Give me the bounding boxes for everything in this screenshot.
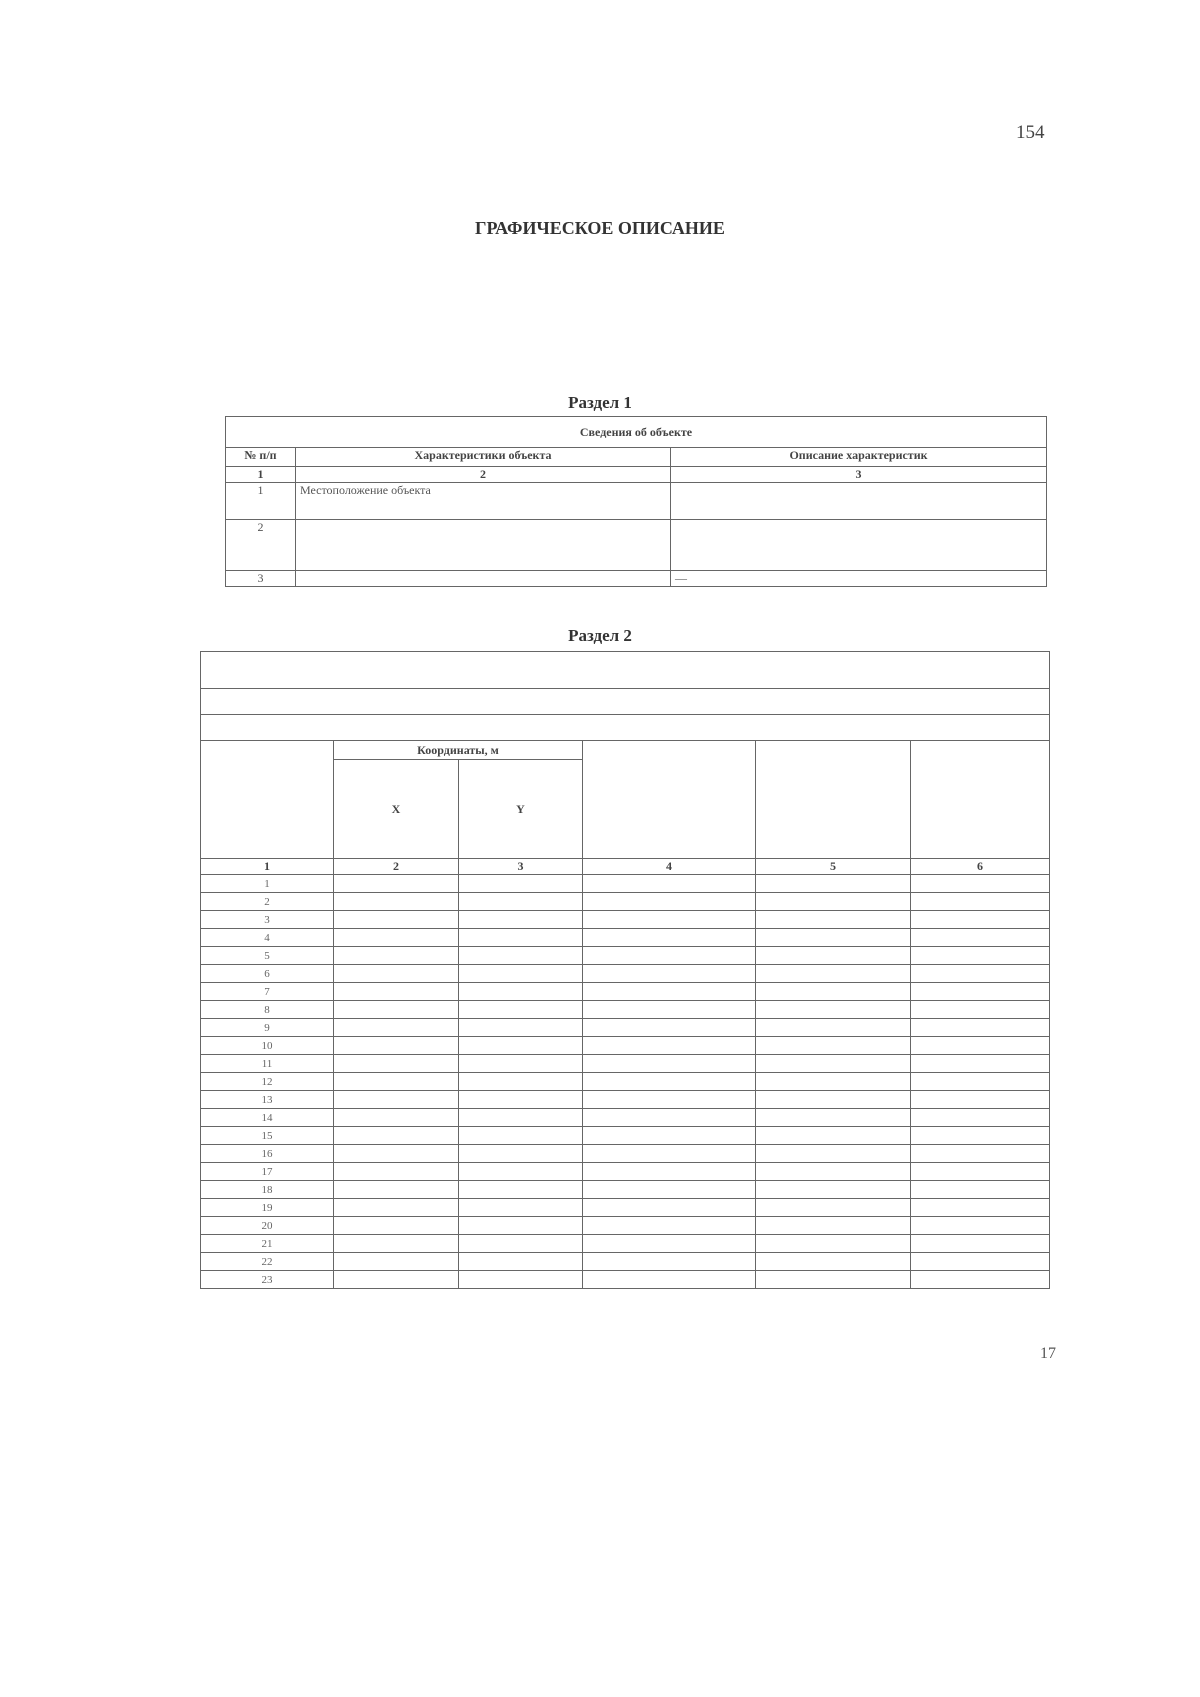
column-header-point-description [911,741,1050,859]
y-coordinate-cell [459,911,583,929]
section-2-caption [201,652,1050,689]
table-row [201,911,1050,929]
method-cell [583,1253,756,1271]
characteristic-cell: Местоположение объекта [296,483,671,520]
method-cell [583,929,756,947]
error-cell [756,1163,911,1181]
x-coordinate-cell [334,1145,459,1163]
y-coordinate-cell [459,983,583,1001]
row-number: 2 [226,520,296,571]
x-coordinate-cell [334,929,459,947]
point-number-cell: 3 [201,911,334,929]
method-cell [583,1001,756,1019]
method-cell [583,1109,756,1127]
error-cell [756,1091,911,1109]
x-coordinate-cell [334,1037,459,1055]
x-coordinate-cell [334,1073,459,1091]
point-number-cell: 18 [201,1181,334,1199]
column-index: 3 [459,859,583,875]
points-caption [201,715,1050,741]
y-coordinate-cell [459,1127,583,1145]
row-number: 1 [226,483,296,520]
method-cell [583,1127,756,1145]
error-cell [756,1181,911,1199]
y-coordinate-cell [459,1145,583,1163]
column-header-description: Описание характеристик [671,448,1047,467]
method-cell [583,911,756,929]
column-header-point [201,741,334,859]
point-description-cell [911,893,1050,911]
x-coordinate-cell [334,1055,459,1073]
table-row [201,1271,1050,1289]
point-description-cell [911,1181,1050,1199]
x-coordinate-cell [334,1181,459,1199]
x-coordinate-cell [334,1235,459,1253]
point-number-cell: 8 [201,1001,334,1019]
error-cell [756,1199,911,1217]
column-header-coordinates: Координаты, м [334,741,583,760]
y-coordinate-cell [459,1037,583,1055]
y-coordinate-cell [459,875,583,893]
y-coordinate-cell [459,1019,583,1037]
x-coordinate-cell [334,983,459,1001]
method-cell [583,965,756,983]
point-number-cell: 10 [201,1037,334,1055]
method-cell [583,947,756,965]
x-coordinate-cell [334,1001,459,1019]
table-row [201,929,1050,947]
table-row [201,965,1050,983]
y-coordinate-cell [459,1163,583,1181]
section-1-table [225,416,1047,587]
error-cell [756,1145,911,1163]
section-2-column-index-row [201,859,1050,875]
column-header-x: X [334,760,459,859]
error-cell [756,947,911,965]
x-coordinate-cell [334,965,459,983]
column-index: 2 [296,467,671,483]
y-coordinate-cell [459,947,583,965]
description-cell [671,520,1047,571]
point-description-cell [911,929,1050,947]
column-header-method [583,741,756,859]
section-2-table [200,651,1050,1289]
point-description-cell [911,1145,1050,1163]
point-number-cell: 12 [201,1073,334,1091]
error-cell [756,1037,911,1055]
point-number-cell: 1 [201,875,334,893]
column-header-characteristic: Характеристики объекта [296,448,671,467]
description-cell: — [671,571,1047,587]
x-coordinate-cell [334,1253,459,1271]
point-number-cell: 11 [201,1055,334,1073]
x-coordinate-cell [334,1199,459,1217]
point-number-cell: 17 [201,1163,334,1181]
point-number-cell: 23 [201,1271,334,1289]
section-1-caption: Сведения об объекте [226,417,1047,448]
error-cell [756,1127,911,1145]
table-row [201,1127,1050,1145]
points-table-body [201,875,1050,1289]
point-number-cell: 5 [201,947,334,965]
y-coordinate-cell [459,1217,583,1235]
row-number: 3 [226,571,296,587]
point-number-cell: 13 [201,1091,334,1109]
section-1-column-index-row [226,467,1047,483]
column-index: 1 [201,859,334,875]
error-cell [756,1055,911,1073]
error-cell [756,1217,911,1235]
y-coordinate-cell [459,1235,583,1253]
error-cell [756,1253,911,1271]
y-coordinate-cell [459,1109,583,1127]
column-index: 3 [671,467,1047,483]
point-description-cell [911,1073,1050,1091]
x-coordinate-cell [334,1019,459,1037]
table-row [201,1073,1050,1091]
error-cell [756,911,911,929]
table-row [201,1145,1050,1163]
y-coordinate-cell [459,965,583,983]
point-description-cell [911,965,1050,983]
error-cell [756,1235,911,1253]
point-number-cell: 20 [201,1217,334,1235]
x-coordinate-cell [334,1271,459,1289]
coordinate-system-row [201,689,1050,715]
x-coordinate-cell [334,1109,459,1127]
method-cell [583,1037,756,1055]
point-description-cell [911,1253,1050,1271]
y-coordinate-cell [459,1253,583,1271]
point-description-cell [911,1091,1050,1109]
error-cell [756,965,911,983]
column-index: 2 [334,859,459,875]
coordinate-system [201,689,1050,715]
y-coordinate-cell [459,929,583,947]
section-1-caption-row [226,417,1047,448]
method-cell [583,983,756,1001]
error-cell [756,1019,911,1037]
column-index: 6 [911,859,1050,875]
table-row [201,1217,1050,1235]
x-coordinate-cell [334,911,459,929]
column-header-number: № п/п [226,448,296,467]
point-number-cell: 21 [201,1235,334,1253]
column-header-y: Y [459,760,583,859]
x-coordinate-cell [334,875,459,893]
column-index: 4 [583,859,756,875]
method-cell [583,1073,756,1091]
column-header-error [756,741,911,859]
section-2-heading: Раздел 2 [568,626,632,645]
point-number-cell: 16 [201,1145,334,1163]
point-description-cell [911,947,1050,965]
point-description-cell [911,1019,1050,1037]
point-description-cell [911,1199,1050,1217]
x-coordinate-cell [334,1091,459,1109]
point-number-cell: 9 [201,1019,334,1037]
section-1-heading: Раздел 1 [568,393,632,412]
table-row [201,1091,1050,1109]
table-row [201,1109,1050,1127]
characteristic-cell [296,520,671,571]
method-cell [583,1019,756,1037]
section-2-caption-row [201,652,1050,689]
point-description-cell [911,911,1050,929]
point-number-cell: 22 [201,1253,334,1271]
error-cell [756,875,911,893]
column-index: 5 [756,859,911,875]
point-description-cell [911,1235,1050,1253]
x-coordinate-cell [334,893,459,911]
point-description-cell [911,1163,1050,1181]
table-row [201,1001,1050,1019]
table-row [201,875,1050,893]
characteristic-cell [296,571,671,587]
point-number-cell: 7 [201,983,334,1001]
x-coordinate-cell [334,1217,459,1235]
points-caption-row [201,715,1050,741]
y-coordinate-cell [459,1271,583,1289]
point-description-cell [911,1217,1050,1235]
method-cell [583,1091,756,1109]
error-cell [756,929,911,947]
page-number: 154 [1016,122,1045,143]
point-description-cell [911,1271,1050,1289]
table-row [201,947,1050,965]
table-row [201,1199,1050,1217]
table-row [201,1253,1050,1271]
table-row [226,520,1047,571]
method-cell [583,1271,756,1289]
table-row [201,1055,1050,1073]
table-row [201,1019,1050,1037]
y-coordinate-cell [459,893,583,911]
x-coordinate-cell [334,1163,459,1181]
method-cell [583,1217,756,1235]
point-description-cell [911,1055,1050,1073]
section-1-header-row [226,448,1047,467]
footer-page-number: 17 [1040,1345,1056,1362]
method-cell [583,1163,756,1181]
point-number-cell: 2 [201,893,334,911]
method-cell [583,875,756,893]
point-number-cell: 4 [201,929,334,947]
table-row [201,893,1050,911]
point-description-cell [911,1001,1050,1019]
table-row [226,483,1047,520]
y-coordinate-cell [459,1073,583,1091]
y-coordinate-cell [459,1055,583,1073]
error-cell [756,1073,911,1091]
y-coordinate-cell [459,1199,583,1217]
point-description-cell [911,1109,1050,1127]
method-cell [583,1145,756,1163]
error-cell [756,893,911,911]
method-cell [583,1199,756,1217]
column-index: 1 [226,467,296,483]
method-cell [583,1181,756,1199]
x-coordinate-cell [334,1127,459,1145]
y-coordinate-cell [459,1091,583,1109]
point-number-cell: 19 [201,1199,334,1217]
table-row [201,1163,1050,1181]
error-cell [756,1271,911,1289]
x-coordinate-cell [334,947,459,965]
point-description-cell [911,875,1050,893]
table-row [201,983,1050,1001]
table-row [226,571,1047,587]
method-cell [583,1235,756,1253]
description-cell [671,483,1047,520]
method-cell [583,893,756,911]
y-coordinate-cell [459,1001,583,1019]
error-cell [756,983,911,1001]
point-number-cell: 14 [201,1109,334,1127]
table-row [201,1235,1050,1253]
point-description-cell [911,1127,1050,1145]
document-title: ГРАФИЧЕСКОЕ ОПИСАНИЕ [475,218,725,238]
error-cell [756,1109,911,1127]
error-cell [756,1001,911,1019]
y-coordinate-cell [459,1181,583,1199]
table-row [201,1037,1050,1055]
point-number-cell: 6 [201,965,334,983]
method-cell [583,1055,756,1073]
point-number-cell: 15 [201,1127,334,1145]
point-description-cell [911,1037,1050,1055]
points-header-row [201,741,1050,760]
point-description-cell [911,983,1050,1001]
table-row [201,1181,1050,1199]
